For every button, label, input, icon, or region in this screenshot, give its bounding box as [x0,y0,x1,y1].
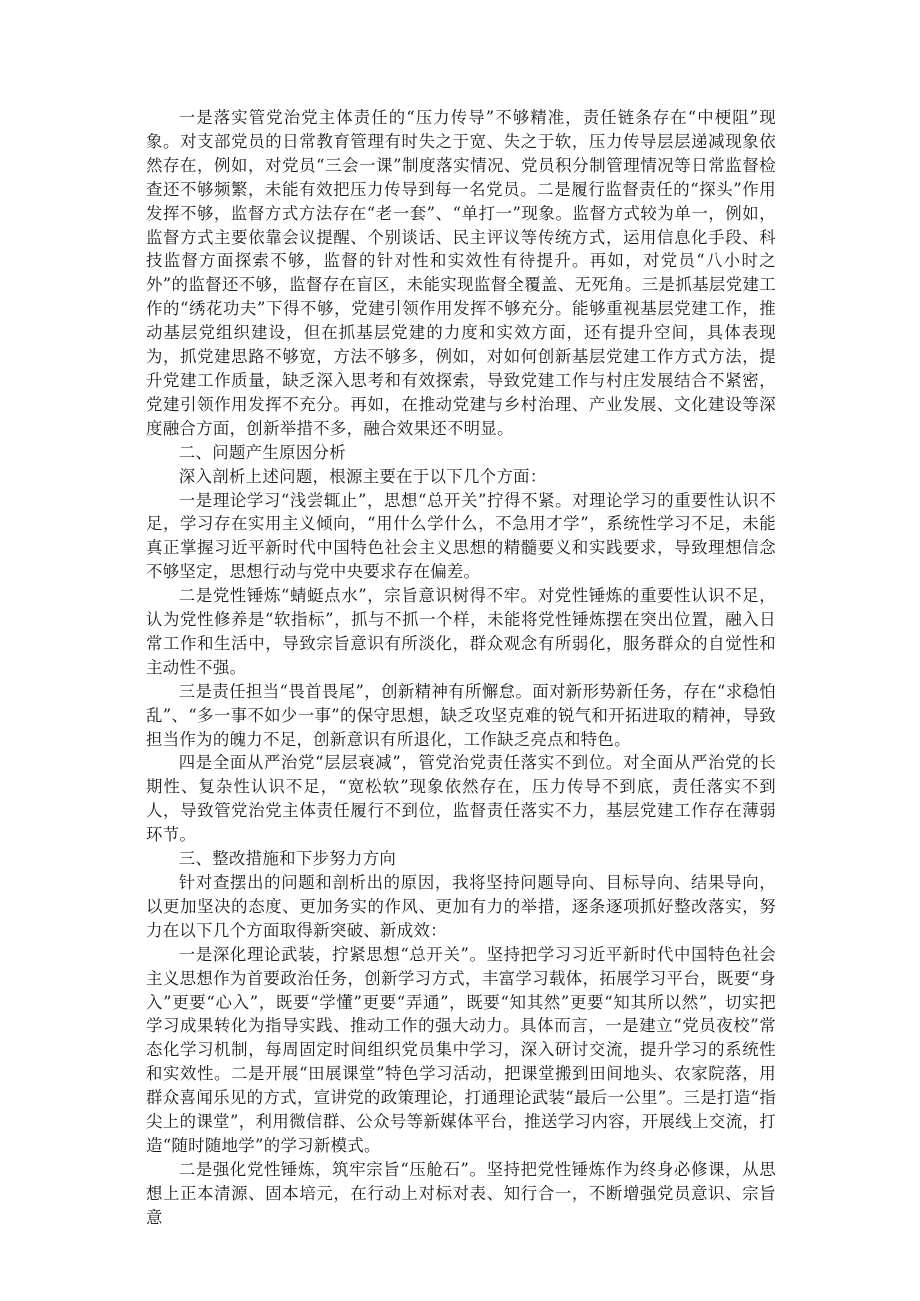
paragraph-cause-strict-governance: 四是全面从严治党“层层衰减”，管党治党责任落实不到位。对全面从严治党的长期性、复杂性认识不足，“宽松软”现象依然存在，压力传导不到底，责任落实不到人，导致管党治党主体责任履行不到位，监督责任落实不力，基层党建工作存在薄弱环节。 [146,753,776,845]
document-body [146,106,776,1230]
paragraph-causes-intro: 深入剖析上述问题，根源主要在于以下几个方面： [178,466,547,486]
paragraph-measure-party-spirit: 二是强化党性锤炼，筑牢宗旨“压舱石”。坚持把党性锤炼作为终身必修课，从思想上正本清源、固本培元，在行动上对标对表、知行合一，不断增强党员意识、宗旨意 [146,1159,776,1227]
paragraph-cause-party-spirit: 二是党性锤炼“蜻蜓点水”，宗旨意识树得不牢。对党性锤炼的重要性认识不足，认为党性修养是“软指标”，抓与不抓一个样，未能将党性锤炼摆在突出位置，融入日常工作和生活中，导致宗旨意识有所淡化，群众观念有所弱化，服务群众的自觉性和主动性不强。 [146,586,776,677]
section-heading-rectification: 三、整改措施和下步努力方向 [178,849,397,869]
paragraph-rectification-intro: 针对查摆出的问题和剖析出的原因，我将坚持问题导向、目标导向、结果导向，以更加坚决的态度、更加务实的作风、更加有力的举措，逐条逐项抓好整改落实，努力在以下几个方面取得新突破、新成效： [146,873,776,940]
paragraph-responsibility-issues: 一是落实管党治党主体责任的“压力传导”不够精准，责任链条存在“中梗阻”现象。对支部党员的日常教育管理有时失之于宽、失之于软，压力传导层层递减现象依然存在，例如，对党员“三会一课”制度落实情况、党员积分制管理情况等日常监督检查还不够频繁，未能有效把压力传导到每一名党员。二是履行监督责任的“探头”作用发挥不够，监督方式方法存在“老一套”、“单打一”现象。监督方式较为单一，例如，监督方式主要依靠会议提醒、个别谈话、民主评议等传统方式，运用信息化手段、科技监督方面探索不够，监督的针对性和实效性有待提升。再如，对党员“八小时之外”的监督还不够，监督存在盲区，未能实现监督全覆盖、无死角。三是抓基层党建工作的“绣花功夫”下得不够，党建引领作用发挥不够充分。能够重视基层党建工作，推动基层党组织建设，但在抓基层党建的力度和实效方面，还有提升空间，具体表现为，抓党建思路不够宽，方法不够多，例如，对如何创新基层党建工作方式方法，提升党建工作质量，缺乏深入思考和有效探索，导致党建工作与村庄发展结合不紧密，党建引领作用发挥不充分。再如，在推动党建与乡村治理、产业发展、文化建设等深度融合方面，创新举措不多，融合效果还不明显。 [146,108,776,438]
section-heading-causes: 二、问题产生原因分析 [178,442,346,462]
paragraph-cause-responsibility: 三是责任担当“畏首畏尾”，创新精神有所懈怠。面对新形势新任务，存在“求稳怕乱”、“多一事不如少一事”的保守思想，缺乏攻坚克难的锐气和开拓进取的精神，导致担当作为的魄力不足，创新意识有所退化，工作缺乏亮点和特色。 [146,681,776,749]
paragraph-cause-theory-study: 一是理论学习“浅尝辄止”，思想“总开关”拧得不紧。对理论学习的重要性认识不足，学习存在实用主义倾向，“用什么学什么，不急用才学”，系统性学习不足，未能真正掌握习近平新时代中国特色社会主义思想的精髓要义和实践要求，导致理想信念不够坚定，思想行动与党中央要求存在偏差。 [146,490,776,582]
paragraph-measure-theory: 一是深化理论武装，拧紧思想“总开关”。坚持把学习习近平新时代中国特色社会主义思想作为首要政治任务，创新学习方式，丰富学习载体，拓展学习平台，既要“身入”更要“心入”，既要“学懂”更要“弄通”，既要“知其然”更要“知其所以然”，切实把学习成果转化为指导实践、推动工作的强大动力。具体而言，一是建立“党员夜校”常态化学习机制，每周固定时间组织党员集中学习，深入研讨交流，提升学习的系统性和实效性。二是开展“田展课堂”特色学习活动，把课堂搬到田间地头、农家院落，用群众喜闻乐见的方式，宣讲党的政策理论，打通理论武装“最后一公里”。三是打造“指尖上的课堂”，利用微信群、公众号等新媒体平台，推送学习内容，开展线上交流，打造“随时随地学”的学习新模式。 [146,944,776,1155]
